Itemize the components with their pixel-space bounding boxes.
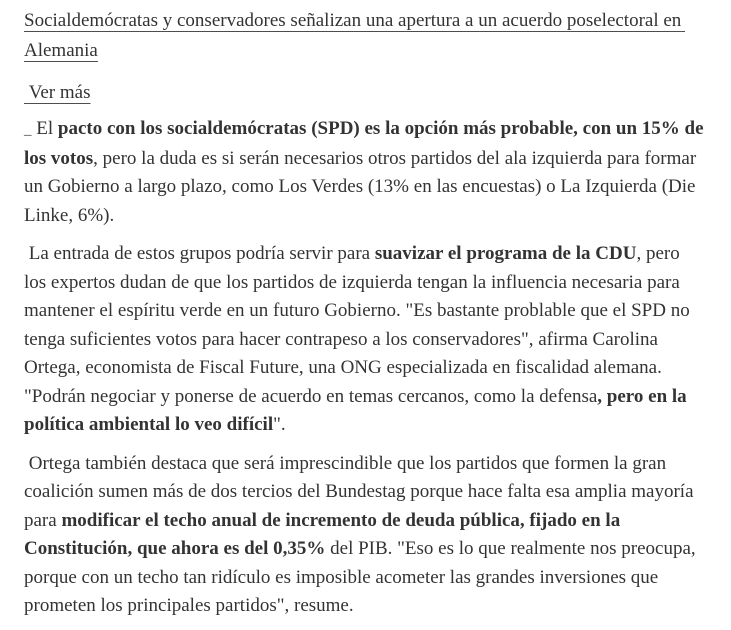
body-text: La entrada de estos grupos podría servir para — [24, 243, 375, 264]
body-text: , pero los expertos dudan de que los partidos de izquierda tengan la influencia necesaria para mantener el espíritu verde en un futuro Gobierno. "Es bastante problable que el SPD no tenga suficientes votos para hacer contrapeso a los conservadores", afirma Carolina Ortega, economista de Fiscal Future, una ONG especializada en fiscalidad alemana. "Podrán negociar y ponerse de acuerdo en temas cercanos, como la defensa — [24, 243, 695, 407]
ver-mas-link[interactable]: Ver más — [24, 82, 91, 103]
bold-text: modificar el techo anual de incremento de deuda pública, fijado en la Constitución, que ahora es del 0,35% — [24, 509, 625, 559]
paragraph-anchor-mark: _ — [24, 122, 32, 138]
bold-text: pacto con los socialdemócratas (SPD) es la opción más probable, con un 15% de los votos — [24, 118, 709, 169]
body-text: El — [31, 118, 58, 139]
body-text: del PIB. "Eso es lo que realmente nos preocupa, porque con un techo tan ridículo es imposible acometer las grandes inversiones que prometen los principales partidos", resume. — [24, 538, 701, 616]
bold-text: , pero en la política ambiental lo veo difícil — [24, 385, 692, 435]
paragraph — [24, 115, 709, 230]
body-text: , pero la duda es si serán necesarios otros partidos del ala izquierda para formar un Gobierno a largo plazo, como Los Verdes (13% en las encuestas) o La Izquierda (Die Linke, 6%). — [24, 147, 701, 226]
paragraph — [24, 240, 704, 440]
body-text: Ortega también destaca que será imprescindible que los partidos que formen la gran coalición sumen más de dos tercios del Bundestag porque hace falta esa amplia mayoría para — [24, 452, 699, 531]
body-text: ". — [273, 414, 286, 435]
article-title-link[interactable]: Socialdemócratas y conservadores señalizan una apertura a un acuerdo poselectoral en Alemania — [24, 10, 686, 61]
bold-text: suavizar el programa de la CDU — [374, 243, 637, 264]
paragraph — [24, 450, 704, 621]
article-body — [24, 115, 709, 621]
